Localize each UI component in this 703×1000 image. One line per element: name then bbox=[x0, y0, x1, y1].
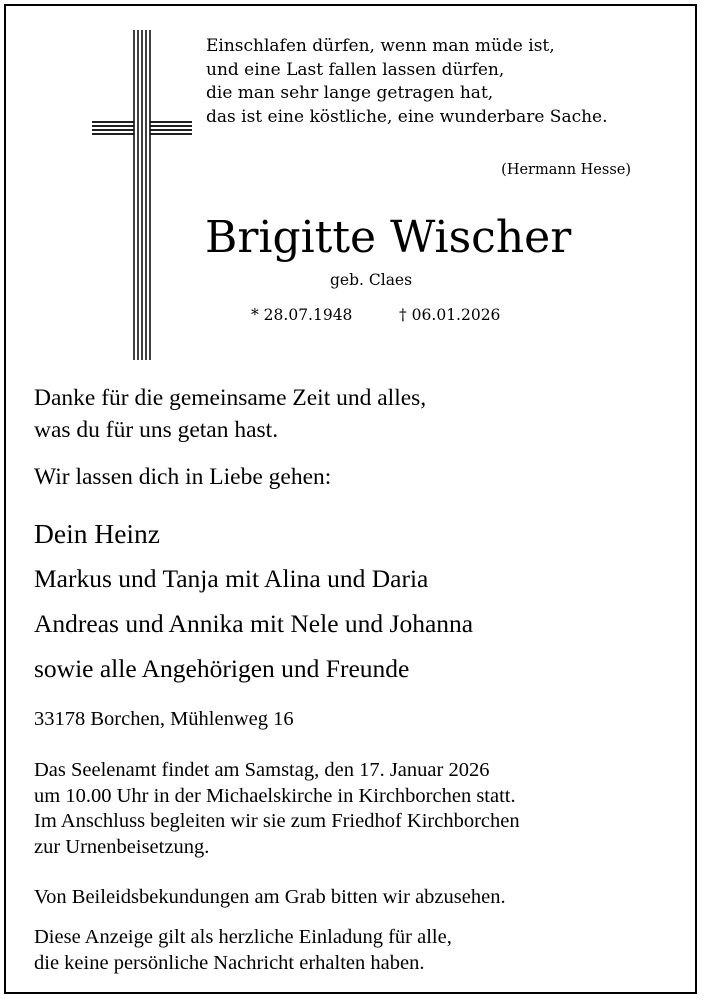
invitation-text bbox=[34, 925, 452, 976]
cross-icon bbox=[92, 30, 192, 360]
thanks-text bbox=[34, 382, 426, 446]
condolence-request: Von Beileidsbekundungen am Grab bitten wir abzusehen. bbox=[34, 886, 506, 908]
invite-line: die keine persönliche Nachricht erhalten haben. bbox=[34, 951, 425, 974]
notice-line: zur Urnenbeisetzung. bbox=[34, 835, 210, 858]
family-member: sowie alle Angehörigen und Freunde bbox=[34, 654, 410, 683]
family-member: Dein Heinz bbox=[34, 518, 160, 549]
notice-line: um 10.00 Uhr in der Michaelskirche in Kirchborchen statt. bbox=[34, 784, 516, 807]
poem-line: das ist eine köstliche, eine wunderbare Sache. bbox=[206, 106, 608, 127]
death-date: † 06.01.2026 bbox=[399, 306, 501, 324]
maiden-name: geb. Claes bbox=[330, 271, 413, 289]
invite-line: Diese Anzeige gilt als herzliche Einladung für alle, bbox=[34, 926, 452, 948]
family-list bbox=[34, 511, 473, 691]
service-notice bbox=[34, 758, 520, 860]
thanks-line: was du für uns getan hast. bbox=[34, 417, 279, 443]
deceased-name: Brigitte Wischer bbox=[205, 212, 572, 263]
notice-line: Im Anschluss begleiten wir sie zum Friedhof Kirchborchen bbox=[34, 810, 520, 832]
birth-date: * 28.07.1948 bbox=[251, 306, 353, 324]
address: 33178 Borchen, Mühlenweg 16 bbox=[34, 708, 294, 730]
farewell-text: Wir lassen dich in Liebe gehen: bbox=[34, 464, 332, 490]
poem bbox=[206, 35, 608, 129]
notice-line: Das Seelenamt findet am Samstag, den 17. Januar 2026 bbox=[34, 759, 490, 781]
thanks-line: Danke für die gemeinsame Zeit und alles, bbox=[34, 385, 427, 411]
poem-line: die man sehr lange getragen hat, bbox=[206, 83, 494, 103]
poem-author: (Hermann Hesse) bbox=[501, 162, 631, 178]
family-member: Andreas und Annika mit Nele und Johanna bbox=[34, 609, 474, 638]
family-member: Markus und Tanja mit Alina und Daria bbox=[34, 564, 429, 593]
poem-line: Einschlafen dürfen, wenn man müde ist, bbox=[206, 36, 555, 56]
poem-line: und eine Last fallen lassen dürfen, bbox=[206, 59, 505, 80]
